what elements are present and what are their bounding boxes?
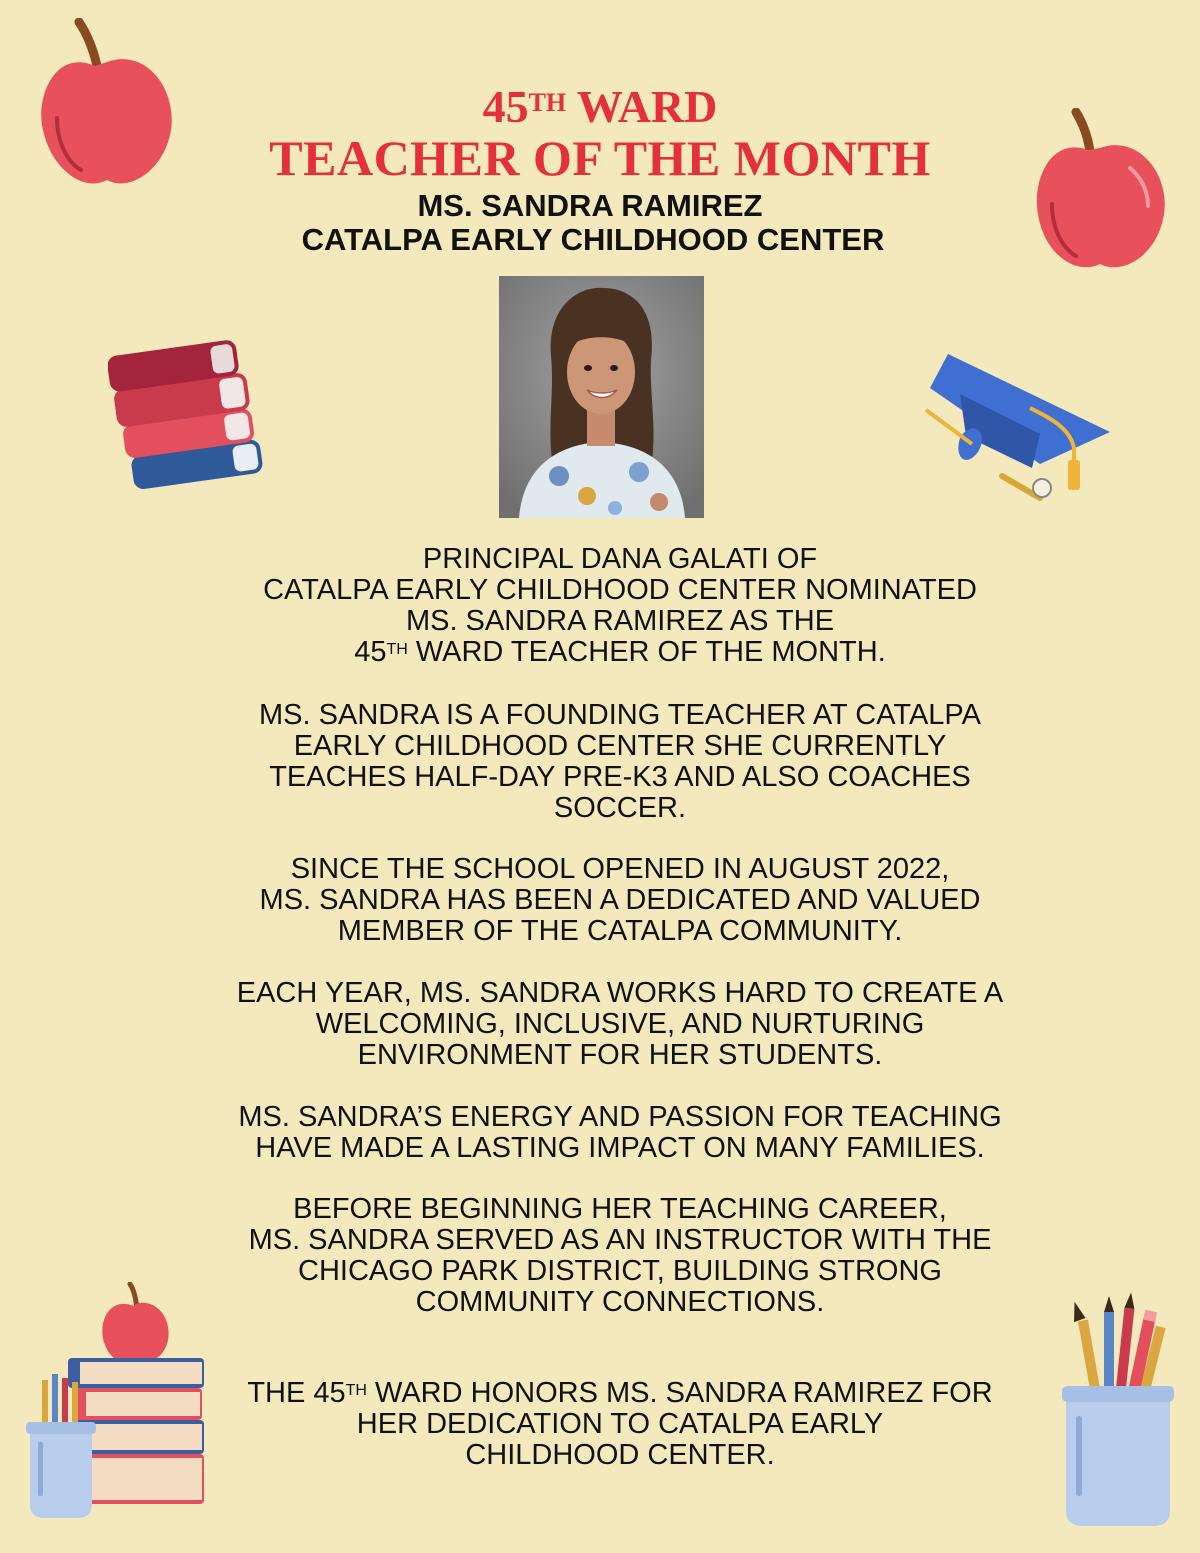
- text-line: HAVE MADE A LASTING IMPACT ON MANY FAMILIES.: [255, 1132, 985, 1164]
- text-line: PRINCIPAL DANA GALATI OF: [422, 543, 818, 575]
- text-line: CATALPA EARLY CHILDHOOD CENTER NOMINATED: [263, 574, 977, 606]
- text-line-rest: WARD TEACHER OF THE MONTH.: [407, 636, 886, 668]
- text-line: SINCE THE SCHOOL OPENED IN AUGUST 2022,: [290, 853, 950, 885]
- books-apple-pencils-icon: [22, 1282, 212, 1522]
- text-line: [150, 637, 1090, 668]
- text-line: MS. SANDRA SERVED AS AN INSTRUCTOR WITH THE: [248, 1224, 992, 1256]
- paragraph-prior-career: [150, 1194, 1090, 1318]
- award-title: TEACHER OF THE MONTH: [269, 130, 931, 186]
- portrait-image: [499, 276, 704, 518]
- ordinal-suffix: TH: [345, 1382, 367, 1399]
- paragraph-energy-passion: [150, 1102, 1090, 1164]
- ward-suffix: TH: [528, 88, 567, 117]
- paragraph-each-year: [150, 978, 1090, 1071]
- graduation-cap-icon: [920, 348, 1120, 508]
- text-line: MS. SANDRA’S ENERGY AND PASSION FOR TEACHING: [238, 1101, 1002, 1133]
- paragraph-nomination: [150, 544, 1090, 668]
- ordinal-suffix: TH: [386, 641, 408, 658]
- text-line: SOCCER.: [553, 792, 687, 824]
- paragraph-since-opening: [150, 854, 1090, 947]
- pencil-jar-icon: [1060, 1290, 1180, 1530]
- text-line: TEACHES HALF-DAY PRE-K3 AND ALSO COACHES: [269, 761, 971, 793]
- paragraph-founding-teacher: [150, 700, 1090, 824]
- text-line: COMMUNITY CONNECTIONS.: [415, 1286, 825, 1318]
- book-stack-icon: [108, 338, 273, 506]
- text-line: [150, 1378, 1090, 1409]
- text-line: MS. SANDRA HAS BEEN A DEDICATED AND VALUED: [259, 884, 981, 916]
- text-line-pre: THE 45: [247, 1377, 346, 1409]
- text-line: MS. SANDRA RAMIREZ AS THE: [405, 605, 835, 637]
- text-line: EARLY CHILDHOOD CENTER SHE CURRENTLY: [293, 730, 947, 762]
- school-name: CATALPA EARLY CHILDHOOD CENTER: [301, 222, 885, 257]
- ward-title: [0, 80, 1200, 134]
- text-line: HER DEDICATION TO CATALPA EARLY: [356, 1408, 884, 1440]
- ward-number: 45: [482, 81, 529, 132]
- text-line: BEFORE BEGINNING HER TEACHING CAREER,: [293, 1193, 947, 1225]
- text-line-rest: WARD HONORS MS. SANDRA RAMIREZ FOR: [366, 1377, 993, 1409]
- text-line: EACH YEAR, MS. SANDRA WORKS HARD TO CREATE A: [236, 977, 1004, 1009]
- text-line: ENVIRONMENT FOR HER STUDENTS.: [357, 1039, 883, 1071]
- text-line: MEMBER OF THE CATALPA COMMUNITY.: [337, 915, 903, 947]
- text-line: CHILDHOOD CENTER.: [465, 1439, 775, 1471]
- text-line: CHICAGO PARK DISTRICT, BUILDING STRONG: [298, 1255, 942, 1287]
- teacher-portrait: [499, 276, 704, 518]
- ward-word: WARD: [576, 81, 718, 132]
- text-line: WELCOMING, INCLUSIVE, AND NURTURING: [315, 1008, 925, 1040]
- text-line: MS. SANDRA IS A FOUNDING TEACHER AT CATALPA: [259, 699, 981, 731]
- teacher-name: MS. SANDRA RAMIREZ: [417, 188, 763, 223]
- ward-number-inline: 45: [354, 636, 387, 668]
- paragraph-honors: [150, 1378, 1090, 1471]
